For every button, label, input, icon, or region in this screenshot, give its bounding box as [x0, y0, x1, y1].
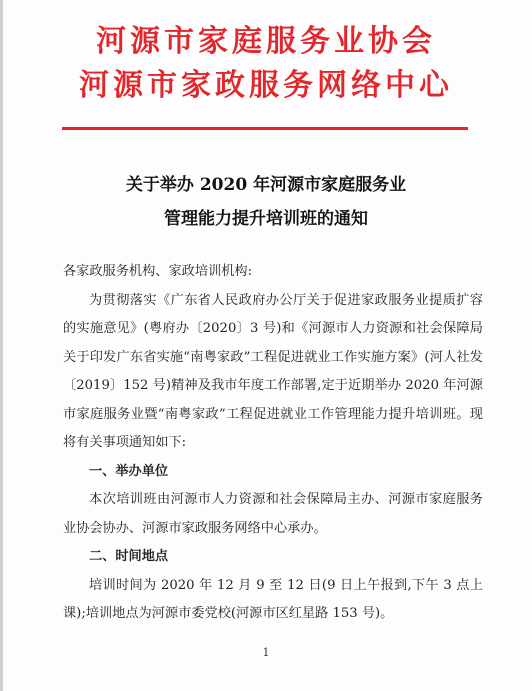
section-text-time-place: 培训时间为 2020 年 12 月 9 至 12 日(9 日上午报到,下午 3 点上课);培训地点为河源市委党校(河源市区红星路 153 号)。: [63, 577, 483, 621]
page-number: 1: [262, 646, 270, 659]
document-title: [0, 168, 532, 236]
title-line-1: 关于举办 2020 年河源市家庭服务业: [125, 175, 407, 195]
intro-paragraph: 为贯彻落实《广东省人民政府办公厅关于促进家政服务业提质扩容的实施意见》(粤府办〔2020〕3 号)和《河源市人力资源和社会保障局关于印发广东省实施“南粤家政”工程促进就业工作实施方案》(河人社发〔2019〕152 号)精神及我市年度工作部署,定于近期举办 2020 年河源市家庭服务业暨“南粤家政”工程促进就业工作管理能力提升培训班。现将有关事项通知如下:: [63, 292, 483, 450]
document-body: [63, 258, 483, 629]
letterhead-line-2: 河源市家政服务网络中心: [79, 68, 453, 103]
salutation: 各家政服务机构、家政培训机构:: [63, 264, 253, 279]
section-heading-organizers: 一、举办单位: [89, 463, 169, 479]
letterhead: [0, 20, 532, 108]
letterhead-line-1: 河源市家庭服务业协会: [96, 24, 436, 59]
title-line-2: 管理能力提升培训班的通知: [164, 209, 368, 229]
section-heading-time-place: 二、时间地点: [89, 549, 169, 564]
letterhead-red-rule: [62, 127, 468, 130]
section-text-organizers: 本次培训班由河源市人力资源和社会保障局主办、河源市家庭服务业协会协办、河源市家政服务网络中心承办。: [63, 492, 483, 536]
